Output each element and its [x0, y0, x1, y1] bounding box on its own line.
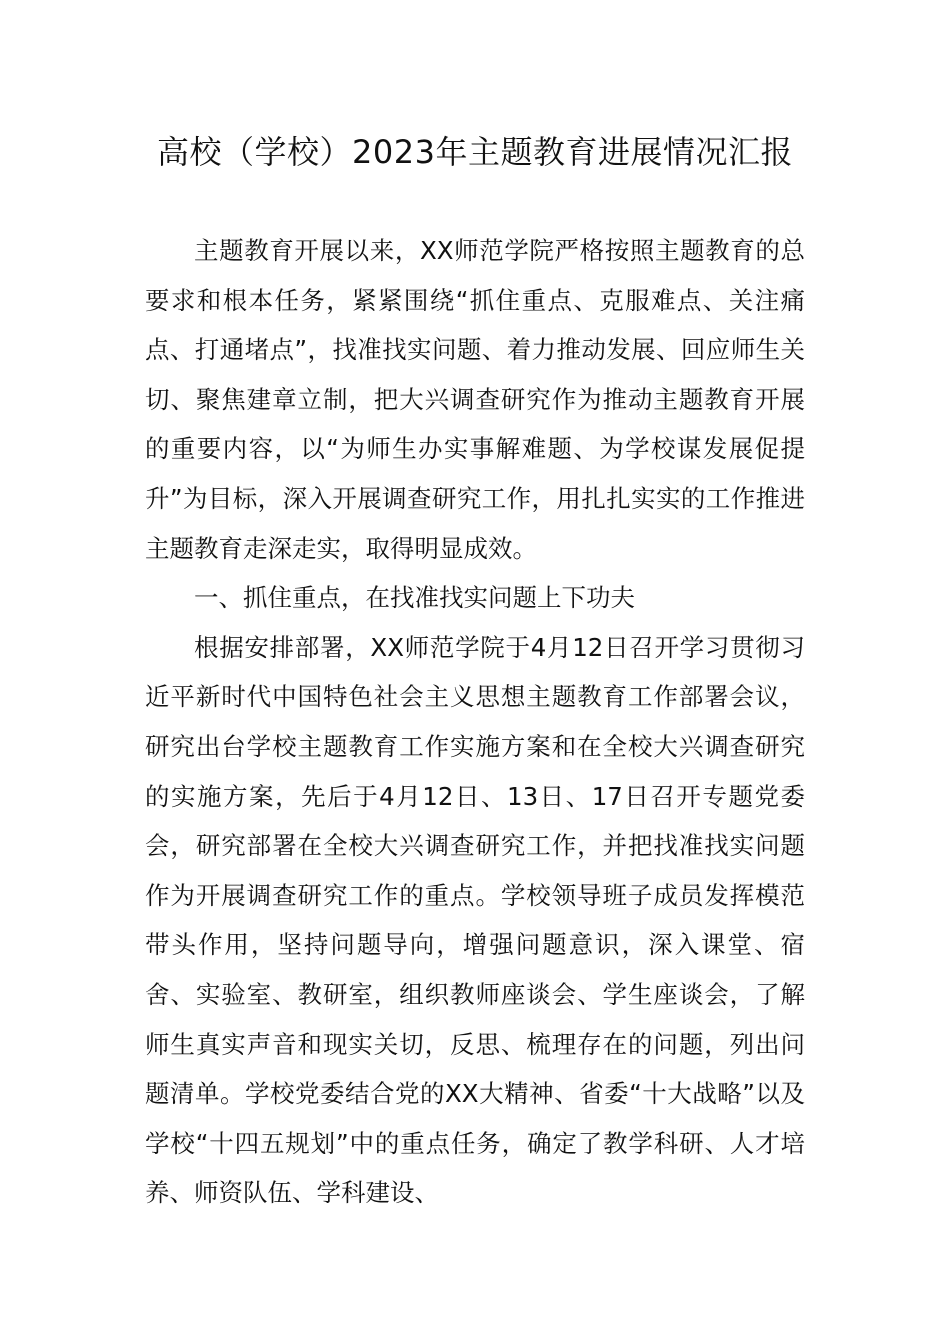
section-1-paragraph: 根据安排部署，XX师范学院于4月12日召开学习贯彻习近平新时代中国特色社会主义思想主题教育工作部署会议，研究出台学校主题教育工作实施方案和在全校大兴调查研究的实施方案，先后于4月12日、13日、17日召开专题党委会，研究部署在全校大兴调查研究工作，并把找准找实问题作为开展调查研究工作的重点。学校领导班子成员发挥模范带头作用，坚持问题导向，增强问题意识，深入课堂、宿舍、实验室、教研室，组织教师座谈会、学生座谈会，了解师生真实声音和现实关切，反思、梳理存在的问题，列出问题清单。学校党委结合党的XX大精神、省委“十大战略”以及学校“十四五规划”中的重点任务，确定了教学科研、人才培养、师资队伍、学科建设、: [145, 632, 805, 1208]
section-heading-1: 一、抓住重点，在找准找实问题上下功夫: [194, 583, 635, 613]
intro-paragraph: 主题教育开展以来，XX师范学院严格按照主题教育的总要求和根本任务，紧紧围绕“抓住重点、克服难点、关注痛点、打通堵点”，找准找实问题、着力推动发展、回应师生关切、聚焦建章立制，把大兴调查研究作为推动主题教育开展的重要内容，以“为师生办实事解难题、为学校谋发展促提升”为目标，深入开展调查研究工作，用扎扎实实的工作推进主题教育走深走实，取得明显成效。: [145, 236, 805, 563]
document-body: [145, 226, 805, 1218]
document-title: 高校（学校）2023年主题教育进展情况汇报: [157, 133, 793, 171]
